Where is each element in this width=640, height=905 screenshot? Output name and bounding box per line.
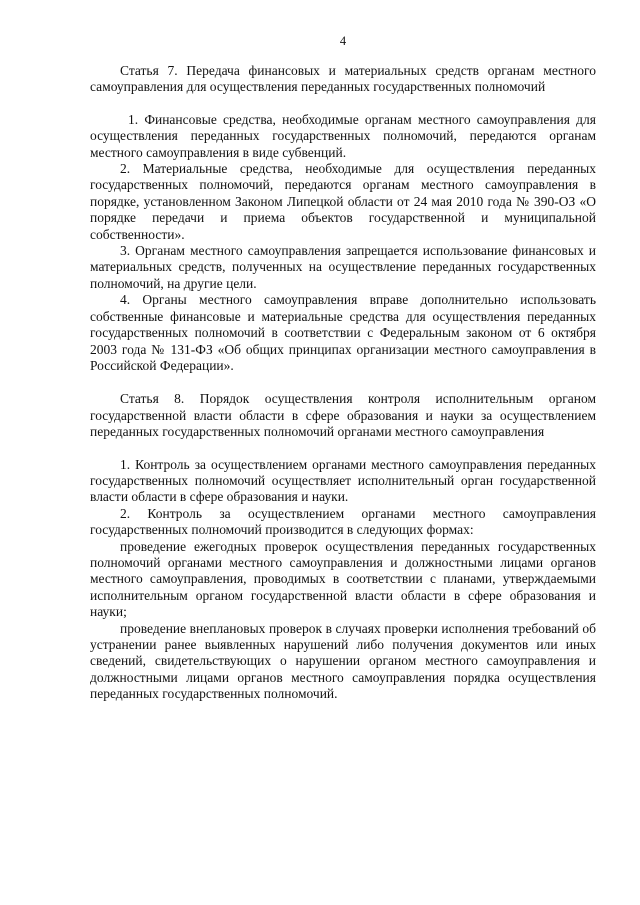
article-7-paragraph-4: 4. Органы местного самоуправления вправе дополнительно использовать собственные финансовые и материальные средства для осуществления переданных государственных полномочий в соответствии с Федеральным законом от 6 октября 2003 года № 131-ФЗ «Об общих принципах организации местного самоуправления в Российской Федерации». — [90, 292, 596, 373]
article-7-paragraph-2: 2. Материальные средства, необходимые для осуществления переданных государственных полномочий, передаются органам местного самоуправления в порядке, установленном Законом Липецкой области от 24 мая 2010 года № 390-ОЗ «О порядке передачи и приема объектов государственной и муниципальной собственности». — [90, 161, 596, 242]
article-8-heading: Статья 8. Порядок осуществления контроля исполнительным органом государственной власти области в сфере образования и науки за осуществлением переданных государственных полномочий органами местного самоуправления — [90, 391, 596, 440]
article-7-heading: Статья 7. Передача финансовых и материальных средств органам местного самоуправления для осуществления переданных государственных полномочий — [90, 63, 596, 95]
spacer — [90, 374, 596, 391]
article-8-paragraph-3: проведение ежегодных проверок осуществления переданных государственных полномочий органами местного самоуправления и должностными лицами органов местного самоуправления, проводимых в соответствии с планами, утверждаемыми исполнительным органом государственной власти области в сфере образования и науки; — [90, 538, 596, 620]
document-body — [90, 63, 596, 703]
spacer — [90, 96, 596, 112]
article-8-paragraph-2: 2. Контроль за осуществлением органами местного самоуправления государственных полномочий производится в следующих формах: — [90, 505, 596, 538]
article-7-paragraph-3: 3. Органам местного самоуправления запрещается использование финансовых и материальных средств, полученных на осуществление переданных государственных полномочий, на другие цели. — [90, 243, 596, 291]
page-number: 4 — [339, 34, 347, 48]
spacer — [90, 441, 596, 457]
article-7-paragraph-1: 1. Финансовые средства, необходимые органам местного самоуправления для осуществления переданных государственных полномочий, передаются органам местного самоуправления в виде субвенций. — [90, 111, 596, 160]
article-8-paragraph-4: проведение внеплановых проверок в случаях проверки исполнения требований об устранении ранее выявленных нарушений либо получения документов или иных сведений, свидетельствующих о нарушении органом местного самоуправления и должностными лицами органов местного самоуправления порядка осуществления переданных государственных полномочий. — [90, 620, 596, 702]
article-8-paragraph-1: 1. Контроль за осуществлением органами местного самоуправления переданных государственных полномочий осуществляет исполнительный орган государственной власти области в сфере образования и науки. — [90, 456, 596, 505]
